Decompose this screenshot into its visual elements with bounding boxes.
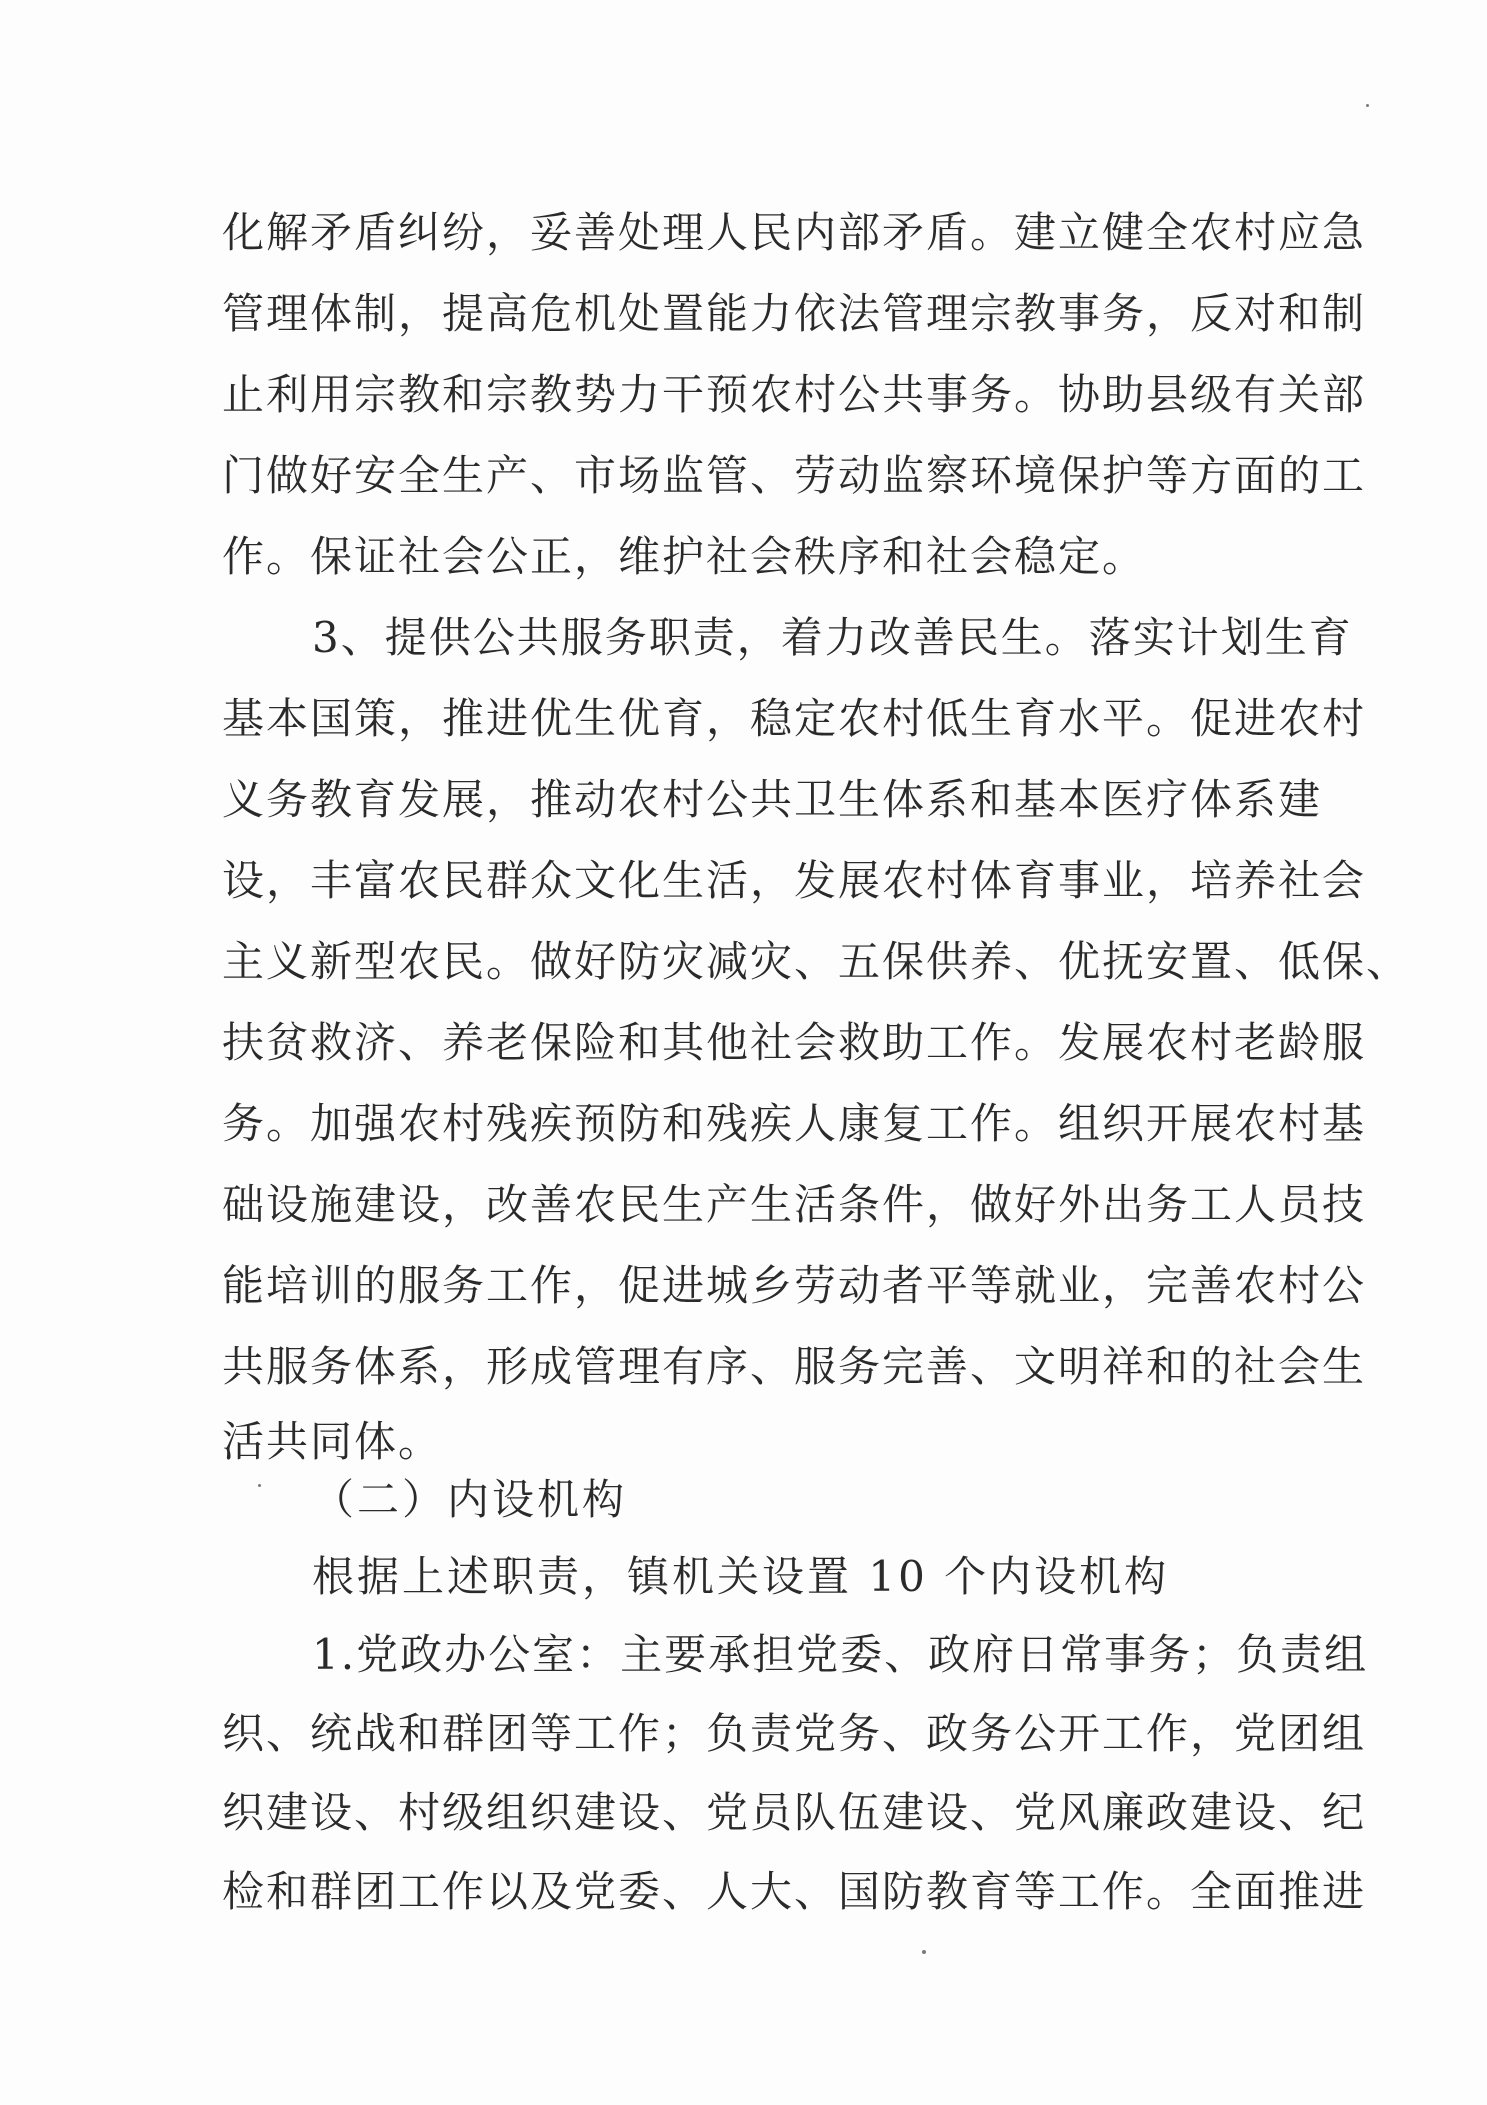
text-line: 基本国策，推进优生优育，稳定农村低生育水平。促进农村 [222,694,1367,743]
text-line: 作。保证社会公正，维护社会秩序和社会稳定。 [222,532,1147,581]
text-line: 义务教育发展，推动农村公共卫生体系和基本医疗体系建 [222,775,1323,824]
text-line: 1.党政办公室：主要承担党委、政府日常事务；负责组 [312,1630,1369,1679]
text-line: 主义新型农民。做好防灾减灾、五保供养、优抚安置、低保、 [222,937,1411,986]
text-line: 活共同体。 [222,1417,443,1466]
text-line: 管理体制，提高危机处置能力依法管理宗教事务，反对和制 [222,289,1367,338]
text-line: 织建设、村级组织建设、党员队伍建设、党风廉政建设、纪 [222,1788,1367,1837]
scan-speck [922,1950,926,1954]
text-line: 础设施建设，改善农民生产生活条件，做好外出务工人员技 [222,1180,1367,1229]
text-line: 织、统战和群团等工作；负责党务、政务公开工作，党团组 [222,1709,1367,1758]
text-line: 3、提供公共服务职责，着力改善民生。落实计划生育 [312,613,1353,662]
text-line: 门做好安全生产、市场监管、劳动监察环境保护等方面的工 [222,451,1367,500]
text-line: 能培训的服务工作，促进城乡劳动者平等就业，完善农村公 [222,1261,1367,1310]
scan-speck [258,1484,261,1487]
text-line: 扶贫救济、养老保险和其他社会救助工作。发展农村老龄服 [222,1018,1367,1067]
scan-speck [1366,104,1369,107]
section-intro: 根据上述职责，镇机关设置 10 个内设机构 [312,1552,1170,1601]
text-line: 共服务体系，形成管理有序、服务完善、文明祥和的社会生 [222,1342,1367,1391]
text-line: 止利用宗教和宗教势力干预农村公共事务。协助县级有关部 [222,370,1367,419]
text-line: 设，丰富农民群众文化生活，发展农村体育事业，培养社会 [222,856,1367,905]
text-line: 务。加强农村残疾预防和残疾人康复工作。组织开展农村基 [222,1099,1367,1148]
section-heading: （二）内设机构 [312,1475,628,1524]
text-line: 化解矛盾纠纷，妥善处理人民内部矛盾。建立健全农村应急 [222,208,1367,257]
text-line: 检和群团工作以及党委、人大、国防教育等工作。全面推进 [222,1867,1367,1916]
